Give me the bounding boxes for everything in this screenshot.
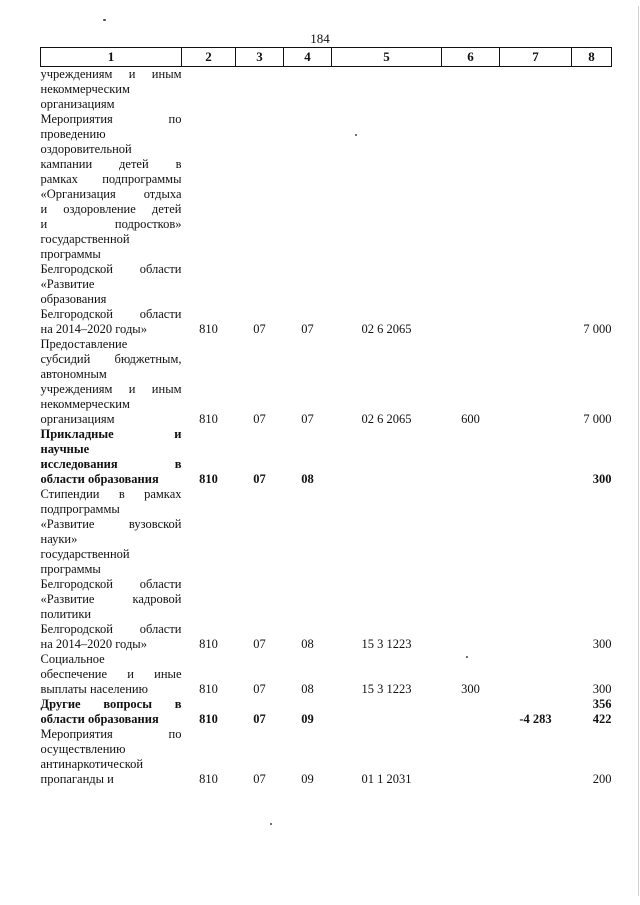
cell-c4: 09 bbox=[301, 772, 314, 786]
description-line: государственной bbox=[40, 232, 130, 246]
cell-c2: 810 bbox=[199, 637, 218, 651]
description-line: Стипендии в рамках bbox=[40, 487, 182, 501]
description-line: организациям bbox=[40, 412, 115, 426]
table-header-row bbox=[41, 48, 612, 67]
description-line: Прикладные и bbox=[40, 427, 182, 441]
description-line: автономным bbox=[40, 367, 107, 381]
cell-c4: 08 bbox=[301, 637, 314, 651]
cell-c2: 810 bbox=[199, 682, 218, 696]
column-header: 7 bbox=[500, 48, 572, 67]
description-line: и оздоровление детей bbox=[40, 202, 182, 216]
description-line: некоммерческим bbox=[40, 82, 130, 96]
description-line: Белгородской области bbox=[40, 262, 182, 276]
description-line: подпрограммы bbox=[40, 502, 120, 516]
description-line: субсидий бюджетным, bbox=[40, 352, 182, 366]
table-row bbox=[41, 727, 612, 787]
cell-c7: -4 283 bbox=[519, 712, 552, 726]
cell-c6 bbox=[442, 67, 500, 113]
cell-c6 bbox=[442, 727, 500, 787]
description-line: исследования в bbox=[40, 457, 182, 471]
description-line: и подростков» bbox=[40, 217, 182, 231]
table-row bbox=[41, 487, 612, 652]
cell-c4: 08 bbox=[301, 472, 314, 486]
description-line: пропаганды и bbox=[40, 772, 114, 786]
table-row bbox=[41, 427, 612, 487]
column-header: 3 bbox=[236, 48, 284, 67]
cell-c2: 810 bbox=[199, 712, 218, 726]
cell-c5: 01 1 2031 bbox=[361, 772, 412, 786]
page-number: 184 bbox=[310, 31, 330, 46]
budget-table bbox=[40, 47, 612, 787]
cell-c2: 810 bbox=[199, 412, 218, 426]
description-line: организациям bbox=[40, 97, 115, 111]
cell-c8: 300 bbox=[592, 682, 612, 696]
description-line: Белгородской области bbox=[40, 622, 182, 636]
column-header: 2 bbox=[182, 48, 236, 67]
description-line: оздоровительной bbox=[40, 142, 132, 156]
description-line: учреждениям и иным bbox=[40, 67, 182, 81]
cell-c6: 300 bbox=[461, 682, 480, 696]
table-row bbox=[41, 652, 612, 697]
row-description bbox=[41, 697, 182, 727]
cell-c8: 7 000 bbox=[583, 322, 612, 336]
description-line: программы bbox=[40, 247, 101, 261]
cell-c6 bbox=[442, 487, 500, 652]
cell-c2: 810 bbox=[199, 322, 218, 336]
description-line: учреждениям и иным bbox=[40, 382, 182, 396]
cell-c7 bbox=[500, 427, 572, 487]
description-line: некоммерческим bbox=[40, 397, 130, 411]
cell-c3: 07 bbox=[253, 772, 266, 786]
cell-c7 bbox=[500, 337, 572, 427]
cell-c5 bbox=[332, 67, 442, 113]
row-description bbox=[41, 652, 182, 697]
table-body bbox=[41, 67, 612, 788]
cell-c5: 15 3 1223 bbox=[361, 637, 412, 651]
description-line: образования bbox=[40, 292, 107, 306]
description-line: кампании детей в bbox=[40, 157, 182, 171]
cell-c8: 200 bbox=[592, 772, 612, 786]
scan-speck bbox=[103, 19, 106, 21]
row-description bbox=[41, 67, 182, 113]
description-line: области образования bbox=[40, 472, 159, 486]
cell-c7 bbox=[500, 112, 572, 337]
table-row bbox=[41, 112, 612, 337]
cell-c5 bbox=[332, 697, 442, 727]
description-line: осуществлению bbox=[40, 742, 126, 756]
cell-c8: 300 bbox=[592, 472, 612, 486]
cell-c7 bbox=[500, 652, 572, 697]
cell-c4: 07 bbox=[301, 322, 314, 336]
cell-c6 bbox=[442, 697, 500, 727]
cell-c8: 7 000 bbox=[583, 412, 612, 426]
description-line: обеспечение и иные bbox=[40, 667, 182, 681]
description-line: политики bbox=[40, 607, 92, 621]
cell-c8 bbox=[572, 67, 612, 113]
cell-c2: 810 bbox=[199, 472, 218, 486]
cell-c8: 300 bbox=[592, 637, 612, 651]
row-description bbox=[41, 337, 182, 427]
cell-c6: 600 bbox=[461, 412, 480, 426]
cell-c2 bbox=[182, 67, 236, 113]
description-line: «Развитие кадровой bbox=[40, 592, 182, 606]
row-description bbox=[41, 112, 182, 337]
description-line: на 2014–2020 годы» bbox=[40, 322, 147, 336]
description-line: Белгородской области bbox=[40, 307, 182, 321]
description-line: Другие вопросы в bbox=[40, 697, 182, 711]
table-row bbox=[41, 337, 612, 427]
cell-c6 bbox=[442, 112, 500, 337]
cell-c3 bbox=[236, 67, 284, 113]
cell-c6 bbox=[442, 427, 500, 487]
cell-c2: 810 bbox=[199, 772, 218, 786]
description-line: выплаты населению bbox=[40, 682, 148, 696]
description-line: рамках подпрограммы bbox=[40, 172, 182, 186]
cell-c3: 07 bbox=[253, 712, 266, 726]
page-edge-line bbox=[638, 6, 639, 896]
table-row bbox=[41, 697, 612, 727]
description-line: Мероприятия по bbox=[40, 727, 182, 741]
description-line: «Организация отдыха bbox=[40, 187, 182, 201]
cell-c5: 15 3 1223 bbox=[361, 682, 412, 696]
cell-c4: 07 bbox=[301, 412, 314, 426]
description-line: Социальное bbox=[40, 652, 105, 666]
description-line: на 2014–2020 годы» bbox=[40, 637, 147, 651]
cell-c5 bbox=[332, 427, 442, 487]
description-line: науки» bbox=[40, 532, 78, 546]
description-line: антинаркотической bbox=[40, 757, 144, 771]
description-line: программы bbox=[40, 562, 101, 576]
cell-c7 bbox=[500, 487, 572, 652]
description-line: Мероприятия по bbox=[40, 112, 182, 126]
column-header: 1 bbox=[41, 48, 182, 67]
table-row bbox=[41, 67, 612, 113]
description-line: области образования bbox=[40, 712, 159, 726]
cell-c5: 02 6 2065 bbox=[361, 412, 412, 426]
cell-c5: 02 6 2065 bbox=[361, 322, 412, 336]
column-header: 8 bbox=[572, 48, 612, 67]
description-line: Белгородской области bbox=[40, 577, 182, 591]
description-line: «Развитие bbox=[40, 277, 95, 291]
description-line: государственной bbox=[40, 547, 130, 561]
row-description bbox=[41, 487, 182, 652]
description-line: научные bbox=[40, 442, 90, 456]
row-description bbox=[41, 427, 182, 487]
cell-c3: 07 bbox=[253, 682, 266, 696]
cell-c3: 07 bbox=[253, 637, 266, 651]
cell-c4: 08 bbox=[301, 682, 314, 696]
cell-c4 bbox=[284, 67, 332, 113]
cell-c3: 07 bbox=[253, 322, 266, 336]
cell-c7 bbox=[500, 727, 572, 787]
cell-c3: 07 bbox=[253, 472, 266, 486]
column-header: 6 bbox=[442, 48, 500, 67]
cell-c7 bbox=[500, 67, 572, 113]
cell-c4: 09 bbox=[301, 712, 314, 726]
description-line: Предоставление bbox=[40, 337, 128, 351]
column-header: 5 bbox=[332, 48, 442, 67]
scan-speck bbox=[270, 823, 272, 825]
cell-c3: 07 bbox=[253, 412, 266, 426]
row-description bbox=[41, 727, 182, 787]
description-line: проведению bbox=[40, 127, 106, 141]
description-line: «Развитие вузовской bbox=[40, 517, 182, 531]
column-header: 4 bbox=[284, 48, 332, 67]
cell-c8: 356 422 bbox=[592, 697, 612, 726]
